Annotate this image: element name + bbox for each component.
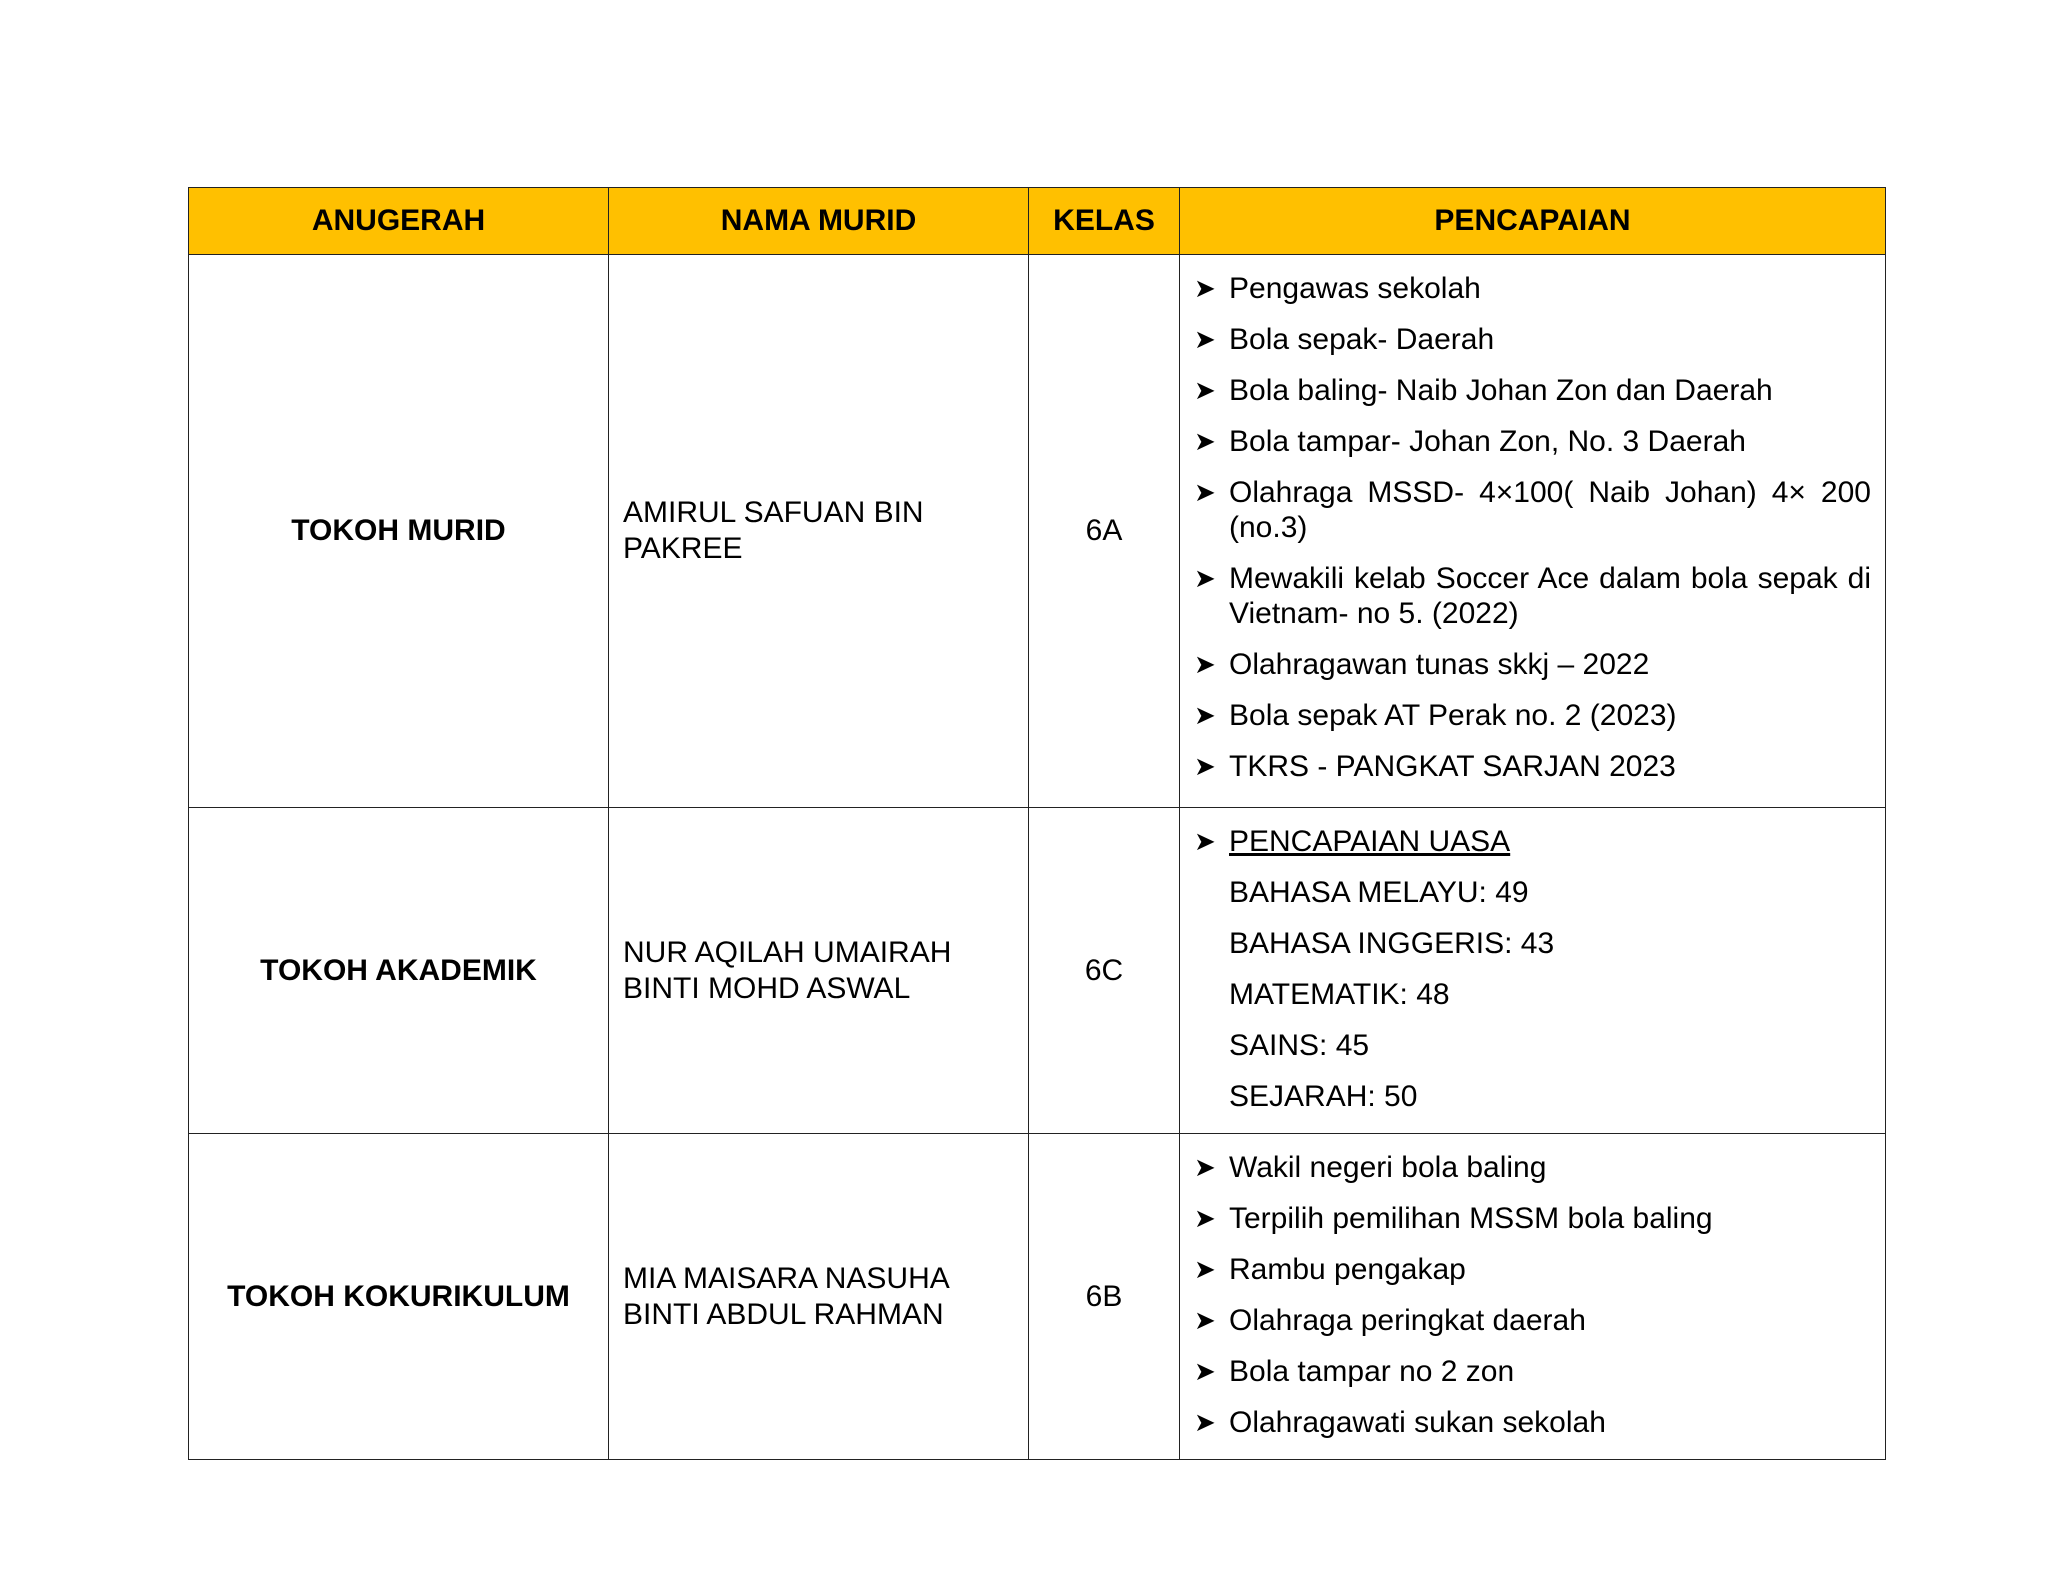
student-name-line: PAKREE: [623, 532, 743, 565]
table-header: [189, 188, 1886, 255]
achievement-text: Bola sepak AT Perak no. 2 (2023): [1229, 699, 1677, 732]
achievement-text: Bola tampar- Johan Zon, No. 3 Daerah: [1229, 425, 1746, 458]
achievement-item: [1194, 322, 1871, 357]
arrowhead-bullet-icon: ➤: [1194, 426, 1216, 456]
table-row: [189, 255, 1886, 808]
score-item: BAHASA MELAYU: 49: [1229, 876, 1529, 909]
achievement-text: Terpilih pemilihan MSSM bola baling: [1229, 1202, 1713, 1235]
score-item: MATEMATIK: 48: [1229, 978, 1450, 1011]
achievement-item: [1194, 271, 1871, 306]
achievement-list: [1194, 271, 1871, 784]
arrowhead-bullet-icon: ➤: [1194, 1203, 1216, 1233]
achievement-item: [1194, 424, 1871, 459]
achievement-cell: [1180, 808, 1886, 1134]
arrowhead-bullet-icon: ➤: [1194, 324, 1216, 354]
class-cell: 6A: [1029, 255, 1180, 808]
award-cell: TOKOH KOKURIKULUM: [189, 1134, 609, 1460]
header-anugerah: ANUGERAH: [189, 188, 609, 255]
class-cell: 6B: [1029, 1134, 1180, 1460]
arrowhead-bullet-icon: ➤: [1194, 1407, 1216, 1437]
award-table: [188, 187, 1886, 1460]
achievement-text: Wakil negeri bola baling: [1229, 1151, 1547, 1184]
achievement-text: Olahraga MSSD- 4×100( Naib Johan) 4× 200 (no.3): [1229, 476, 1871, 544]
achievement-text: Olahragawan tunas skkj – 2022: [1229, 648, 1650, 681]
award-cell: TOKOH MURID: [189, 255, 609, 808]
achievement-cell: [1180, 1134, 1886, 1460]
table-row: [189, 808, 1886, 1134]
achievement-item: [1194, 373, 1871, 408]
score-list: [1194, 875, 1871, 1114]
achievement-text: Olahraga peringkat daerah: [1229, 1304, 1586, 1337]
arrowhead-bullet-icon: ➤: [1194, 700, 1216, 730]
student-name-cell: [609, 1134, 1029, 1460]
achievement-list: [1194, 1150, 1871, 1440]
arrowhead-bullet-icon: ➤: [1194, 1356, 1216, 1386]
arrowhead-bullet-icon: ➤: [1194, 1254, 1216, 1284]
student-name-line: BINTI ABDUL RAHMAN: [623, 1297, 944, 1331]
achievement-item: [1194, 1252, 1871, 1287]
score-item: SEJARAH: 50: [1229, 1080, 1418, 1113]
achievement-item: [1194, 749, 1871, 784]
arrowhead-bullet-icon: ➤: [1194, 1152, 1216, 1182]
achievement-cell: [1180, 255, 1886, 808]
header-row: [189, 188, 1886, 255]
student-name-cell: [609, 255, 1029, 808]
achievement-text: Pengawas sekolah: [1229, 272, 1481, 305]
student-name-line: AMIRUL SAFUAN BIN: [623, 496, 924, 529]
score-item: BAHASA INGGERIS: 43: [1229, 927, 1555, 960]
table-body: [189, 255, 1886, 1460]
arrowhead-bullet-icon: ➤: [1194, 563, 1216, 593]
achievement-item: [1194, 1303, 1871, 1338]
achievement-item: [1194, 698, 1871, 733]
header-kelas: KELAS: [1029, 188, 1180, 255]
achievement-list: [1194, 824, 1871, 859]
arrowhead-bullet-icon: ➤: [1194, 375, 1216, 405]
student-name-line: BINTI MOHD ASWAL: [623, 971, 911, 1005]
header-pencapaian: PENCAPAIAN: [1180, 188, 1886, 255]
achievement-item: [1194, 1150, 1871, 1185]
arrowhead-bullet-icon: ➤: [1194, 751, 1216, 781]
achievement-text: Rambu pengakap: [1229, 1253, 1466, 1286]
header-nama-murid: NAMA MURID: [609, 188, 1029, 255]
achievement-item: [1194, 824, 1871, 859]
achievement-item: [1194, 475, 1871, 545]
achievement-item: [1194, 561, 1871, 631]
achievement-item: [1194, 647, 1871, 682]
arrowhead-bullet-icon: ➤: [1194, 826, 1216, 856]
achievement-text: TKRS - PANGKAT SARJAN 2023: [1229, 750, 1676, 783]
achievement-text: Bola sepak- Daerah: [1229, 323, 1495, 356]
student-name-line: MIA MAISARA NASUHA: [623, 1261, 950, 1295]
table-row: [189, 1134, 1886, 1460]
achievement-item: [1194, 1405, 1871, 1440]
achievement-heading: PENCAPAIAN UASA: [1229, 825, 1511, 858]
achievement-text: Bola tampar no 2 zon: [1229, 1355, 1515, 1388]
award-cell: TOKOH AKADEMIK: [189, 808, 609, 1134]
achievement-item: [1194, 1354, 1871, 1389]
class-cell: 6C: [1029, 808, 1180, 1134]
achievement-item: [1194, 1201, 1871, 1236]
arrowhead-bullet-icon: ➤: [1194, 649, 1216, 679]
arrowhead-bullet-icon: ➤: [1194, 1305, 1216, 1335]
arrowhead-bullet-icon: ➤: [1194, 273, 1216, 303]
student-name-line: NUR AQILAH UMAIRAH: [623, 935, 952, 969]
student-name-cell: [609, 808, 1029, 1134]
achievement-text: Bola baling- Naib Johan Zon dan Daerah: [1229, 374, 1773, 407]
arrowhead-bullet-icon: ➤: [1194, 477, 1216, 507]
score-item: SAINS: 45: [1229, 1029, 1370, 1062]
achievement-text: Mewakili kelab Soccer Ace dalam bola sepak di Vietnam- no 5. (2022): [1229, 562, 1871, 630]
achievement-text: Olahragawati sukan sekolah: [1229, 1406, 1606, 1439]
